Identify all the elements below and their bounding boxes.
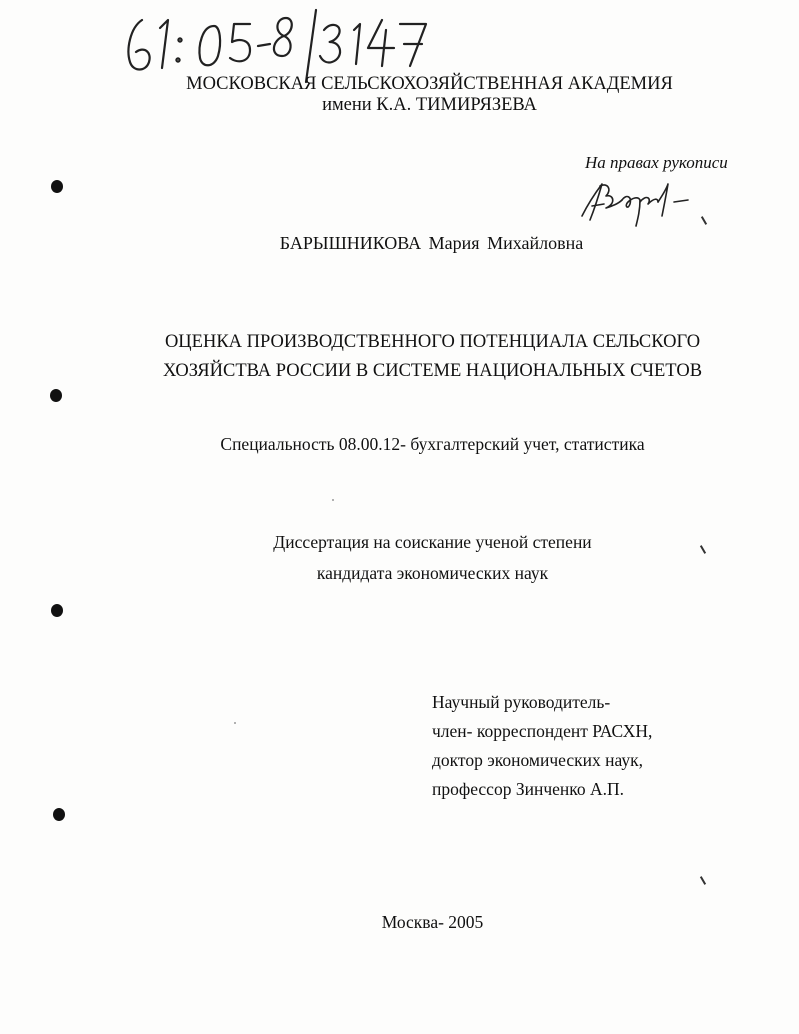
punch-hole	[53, 808, 65, 821]
city-and-year: Москва- 2005	[381, 912, 484, 932]
supervisor-name: профессор Зинченко А.П.	[432, 779, 625, 799]
degree-statement-line-1: Диссертация на соискание ученой степени	[273, 532, 592, 552]
specialty: Специальность 08.00.12- бухгалтерский учет, статистика	[220, 434, 645, 454]
supervisor-membership: член- корреспондент РАСХН,	[432, 721, 653, 741]
author-name: БАРЫШНИКОВА Мария Михайловна	[279, 233, 584, 253]
dissertation-title-line-2: ХОЗЯЙСТВА РОССИИ В СИСТЕМЕ НАЦИОНАЛЬНЫХ СЧЕТОВ	[162, 361, 703, 381]
academy-dedication: имени К.А. ТИМИРЯЗЕВА	[322, 95, 537, 115]
supervisor-degree: доктор экономических наук,	[432, 750, 643, 770]
dissertation-title-line-1: ОЦЕНКА ПРОИЗВОДСТВЕННОГО ПОТЕНЦИАЛА СЕЛЬСКОГО	[164, 332, 701, 352]
punch-hole	[51, 604, 63, 617]
punch-hole	[50, 389, 62, 402]
academy-name: МОСКОВСКАЯ СЕЛЬСКОХОЗЯЙСТВЕННАЯ АКАДЕМИЯ	[186, 74, 673, 94]
scan-speck	[234, 722, 236, 724]
supervisor-label: Научный руководитель-	[432, 692, 611, 712]
scan-speck	[332, 499, 334, 501]
punch-hole	[51, 180, 63, 193]
author-signature	[578, 176, 708, 231]
degree-statement-line-2: кандидата экономических наук	[316, 563, 549, 583]
manuscript-rights-note: На правах рукописи	[585, 153, 728, 172]
scan-mark	[700, 876, 706, 885]
